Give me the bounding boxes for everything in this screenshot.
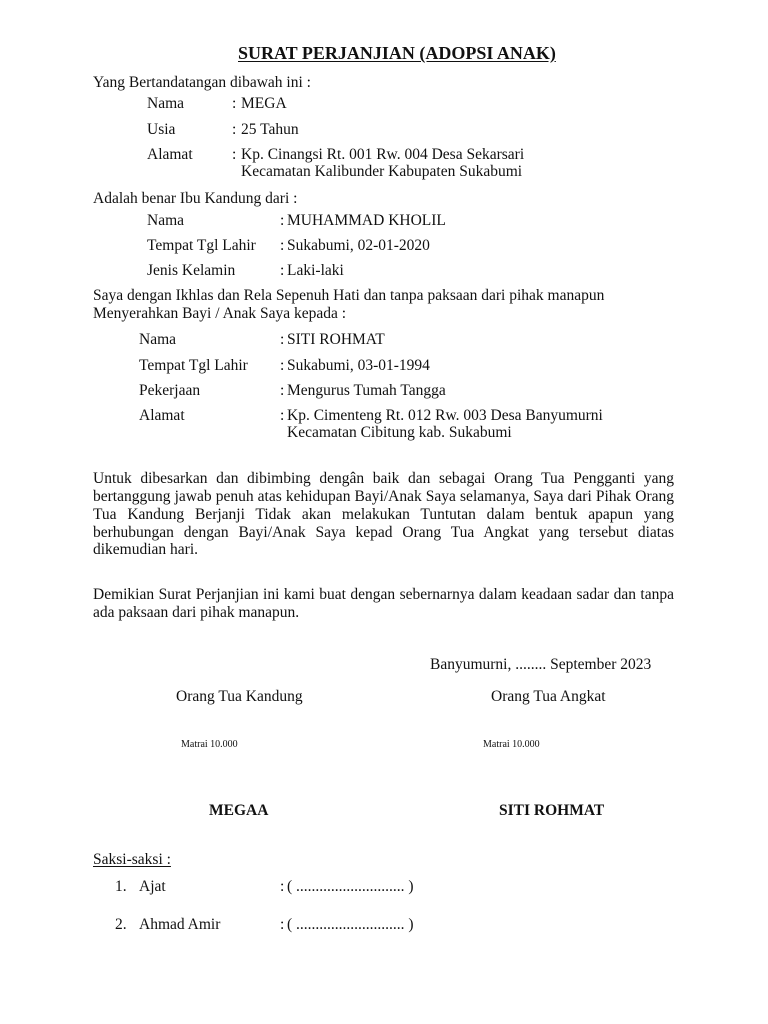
- child-gender-value: Laki-laki: [287, 262, 344, 279]
- child-gender-label: Jenis Kelamin: [147, 262, 236, 279]
- field-separator: :: [232, 121, 237, 138]
- witness-name: Ajat: [139, 878, 166, 895]
- witness-name: Ahmad Amir: [139, 916, 221, 933]
- witness-number: 2.: [115, 916, 127, 933]
- agreement-line: dikemudian hari.: [93, 541, 199, 558]
- mother-address-line: Kecamatan Kalibunder Kabupaten Sukabumi: [241, 163, 523, 180]
- adopter-address-line: Kp. Cimenteng Rt. 012 Rw. 003 Desa Banyumurni: [287, 407, 603, 424]
- witness-number: 1.: [115, 878, 127, 895]
- field-separator: :: [280, 331, 285, 348]
- place-date: Banyumurni, ........ September 2023: [430, 656, 652, 673]
- handover-line: Saya dengan Ikhlas dan Rela Sepenuh Hati dan tanpa paksaan dari pihak manapun: [93, 287, 605, 304]
- stamp-duty-label: Matrai 10.000: [181, 739, 238, 750]
- mother-name-value: MEGA: [241, 95, 287, 112]
- adopter-name-label: Nama: [139, 331, 177, 348]
- handover-line: Menyerahkan Bayi / Anak Saya kepada :: [93, 305, 347, 322]
- adopter-address-label: Alamat: [139, 407, 185, 424]
- signature-role-birth-parent: Orang Tua Kandung: [176, 688, 303, 705]
- adopter-address-line: Kecamatan Cibitung kab. Sukabumi: [287, 424, 512, 441]
- agreement-line: Untuk dibesarkan dan dibimbing dengân baik dan sebagai Orang Tua Pengganti yang: [93, 470, 674, 487]
- witnesses-heading: Saksi-saksi :: [93, 851, 171, 868]
- signatory-adoptive-parent-name: SITI ROHMAT: [499, 802, 605, 819]
- child-name-value: MUHAMMAD KHOLIL: [287, 212, 446, 229]
- field-separator: :: [280, 262, 285, 279]
- mother-address-line: Kp. Cinangsi Rt. 001 Rw. 004 Desa Sekarsari: [241, 146, 525, 163]
- field-separator: :: [280, 382, 285, 399]
- adopter-name-value: SITI ROHMAT: [287, 331, 385, 348]
- child-birth-value: Sukabumi, 02-01-2020: [287, 237, 430, 254]
- field-separator: :: [280, 916, 285, 933]
- adopter-job-value: Mengurus Tumah Tangga: [287, 382, 446, 399]
- agreement-line: Tua Kandung Berjanji Tidak akan melakukan Tuntutan dalam bentuk apapun yang: [93, 506, 674, 523]
- agreement-line: berhubungan dengan Bayi/Anak Saya kepad Orang Tua Angkat yang tersebut diatas: [93, 524, 674, 541]
- mother-age-value: 25 Tahun: [241, 121, 299, 138]
- child-name-label: Nama: [147, 212, 185, 229]
- child-intro-text: Adalah benar Ibu Kandung dari :: [93, 190, 298, 207]
- mother-address-label: Alamat: [147, 146, 193, 163]
- field-separator: :: [280, 357, 285, 374]
- field-separator: :: [232, 95, 237, 112]
- document-title: SURAT PERJANJIAN (ADOPSI ANAK): [238, 43, 556, 63]
- field-separator: :: [280, 878, 285, 895]
- witness-signature-blank: ( ............................ ): [287, 916, 414, 933]
- mother-age-label: Usia: [147, 121, 176, 138]
- stamp-duty-label: Matrai 10.000: [483, 739, 540, 750]
- witness-signature-blank: ( ............................ ): [287, 878, 414, 895]
- field-separator: :: [280, 237, 285, 254]
- closing-line: Demikian Surat Perjanjian ini kami buat dengan sebernarnya dalam keadaan sadar dan tanpa: [93, 586, 674, 603]
- adopter-birth-label: Tempat Tgl Lahir: [139, 357, 248, 374]
- signature-role-adoptive-parent: Orang Tua Angkat: [491, 688, 606, 705]
- field-separator: :: [232, 146, 237, 163]
- intro-text: Yang Bertandatangan dibawah ini :: [93, 74, 311, 91]
- mother-name-label: Nama: [147, 95, 185, 112]
- signatory-birth-parent-name: MEGAA: [209, 802, 269, 819]
- closing-line: ada paksaan dari pihak manapun.: [93, 604, 300, 621]
- child-birth-label: Tempat Tgl Lahir: [147, 237, 256, 254]
- field-separator: :: [280, 212, 285, 229]
- adopter-job-label: Pekerjaan: [139, 382, 201, 399]
- field-separator: :: [280, 407, 285, 424]
- adopter-birth-value: Sukabumi, 03-01-1994: [287, 357, 430, 374]
- agreement-line: bertanggung jawab penuh atas kehidupan Bayi/Anak Saya selamanya, Saya dari Pihak Orang: [93, 488, 674, 505]
